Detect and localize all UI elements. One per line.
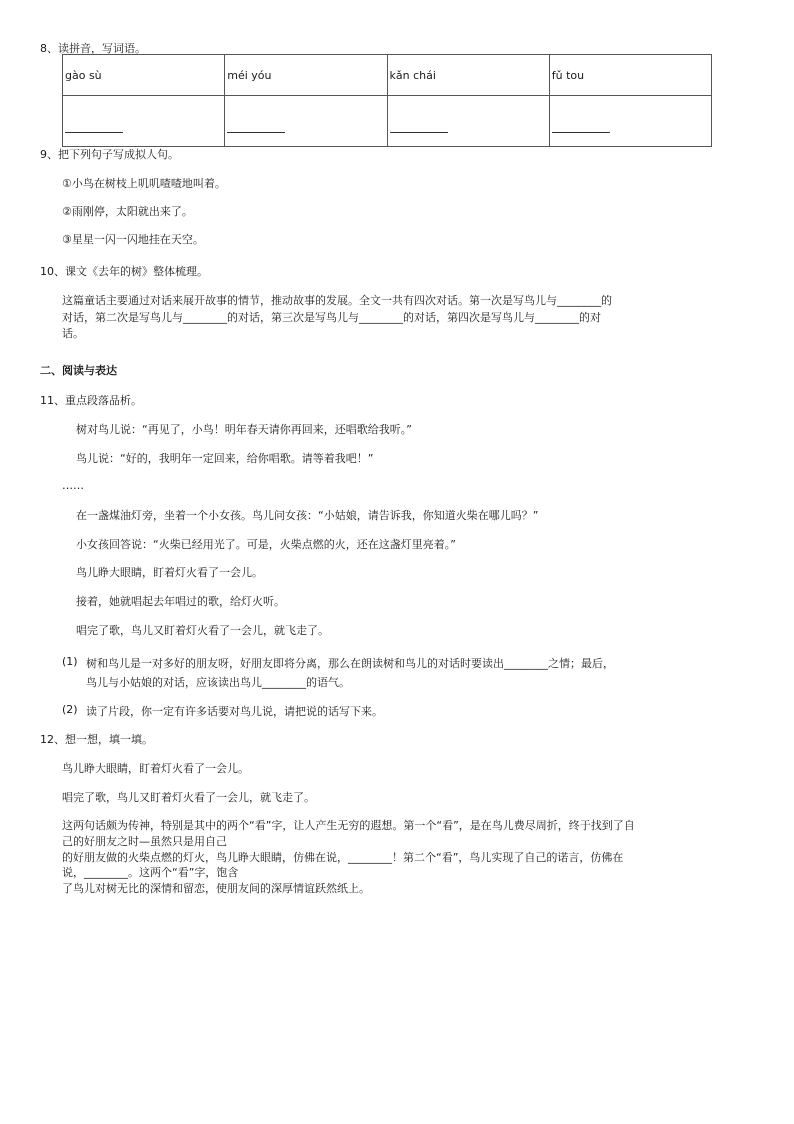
passage-line: 树对鸟儿说：“再见了，小鸟！明年春天请你再回来，还唱歌给我听。” bbox=[76, 423, 412, 436]
passage-ellipsis: …… bbox=[62, 479, 84, 492]
q9-item: ②雨刚停，太阳就出来了。 bbox=[62, 205, 193, 218]
pinyin-cell: gào sù bbox=[63, 55, 225, 96]
sub-question-text: 读了片段，你一定有许多话要对鸟儿说，请把说的话写下来。 bbox=[86, 705, 383, 718]
q10-title: 10、课文《去年的树》整体梳理。 bbox=[40, 265, 208, 278]
pinyin-cell: méi yóu bbox=[225, 55, 387, 96]
q12-para-line: 说，________。这两个“看”字，饱含 bbox=[62, 866, 239, 879]
q12-sentence: 唱完了歌，鸟儿又盯着灯火看了一会儿，就飞走了。 bbox=[62, 791, 315, 804]
passage-line: 在一盏煤油灯旁，坐着一个小女孩。鸟儿问女孩：“小姑娘，请告诉我，你知道火柴在哪儿吗？” bbox=[76, 509, 539, 522]
section-heading: 二、阅读与表达 bbox=[40, 364, 117, 377]
passage-line: 鸟儿睁大眼睛，盯着灯火看了一会儿。 bbox=[76, 566, 263, 579]
answer-blank[interactable] bbox=[65, 131, 123, 133]
answer-cell[interactable] bbox=[387, 96, 549, 147]
q9-item: ①小鸟在树枝上叽叽喳喳地叫着。 bbox=[62, 177, 226, 190]
pinyin-cell: kǎn chái bbox=[387, 55, 549, 96]
answer-blank[interactable] bbox=[390, 131, 448, 133]
q12-title: 12、想一想，填一填。 bbox=[40, 733, 153, 746]
q12-para-line: 己的好朋友之时—虽然只是用自己 bbox=[62, 835, 227, 848]
sub-question-text: 树和鸟儿是一对多好的朋友呀，好朋友即将分离，那么在朗读树和鸟儿的对话时要读出________之情；最后， bbox=[86, 657, 614, 670]
q10-text-line: 话。 bbox=[62, 327, 84, 340]
q12-para-line: 的好朋友做的火柴点燃的灯火，鸟儿睁大眼睛，仿佛在说，________！第二个“看”，鸟儿实现了自己的诺言，仿佛在 bbox=[62, 851, 624, 864]
answer-cell[interactable] bbox=[63, 96, 225, 147]
q9-item: ③星星一闪一闪地挂在天空。 bbox=[62, 233, 204, 246]
sub-question-text: 鸟儿与小姑娘的对话，应该读出鸟儿________的语气。 bbox=[86, 676, 350, 689]
passage-line: 小女孩回答说：“火柴已经用光了。可是，火柴点燃的火，还在这盏灯里亮着。” bbox=[76, 538, 456, 551]
passage-line: 唱完了歌，鸟儿又盯着灯火看了一会儿，就飞走了。 bbox=[76, 624, 329, 637]
pinyin-cell: fǔ tou bbox=[549, 55, 711, 96]
answer-cell[interactable] bbox=[549, 96, 711, 147]
q12-para-line: 这两句话颇为传神，特别是其中的两个“看”字，让人产生无穷的遐想。第一个“看”，是在鸟儿费尽周折，终于找到了自 bbox=[62, 819, 635, 832]
q9-title: 9、把下列句子写成拟人句。 bbox=[40, 148, 179, 161]
q10-text-line: 对话，第二次是写鸟儿与________的对话，第三次是写鸟儿与________的对话，第四次是写鸟儿与________的对 bbox=[62, 311, 601, 324]
q11-title: 11、重点段落品析。 bbox=[40, 394, 142, 407]
q8-title: 8、读拼音，写词语。 bbox=[40, 42, 146, 55]
answer-cell[interactable] bbox=[225, 96, 387, 147]
q10-text-line: 这篇童话主要通过对话来展开故事的情节，推动故事的发展。全文一共有四次对话。第一次是写鸟儿与________的 bbox=[62, 294, 612, 307]
pinyin-table bbox=[62, 54, 712, 147]
sub-question-number: (2) bbox=[62, 703, 78, 716]
passage-line: 接着，她就唱起去年唱过的歌，给灯火听。 bbox=[76, 595, 285, 608]
q12-para-line: 了鸟儿对树无比的深情和留恋，使朋友间的深厚情谊跃然纸上。 bbox=[62, 882, 370, 895]
passage-line: 鸟儿说：“好的，我明年一定回来，给你唱歌。请等着我吧！” bbox=[76, 452, 374, 465]
q12-sentence: 鸟儿睁大眼睛，盯着灯火看了一会儿。 bbox=[62, 762, 249, 775]
answer-blank[interactable] bbox=[552, 131, 610, 133]
answer-blank[interactable] bbox=[227, 131, 285, 133]
sub-question-number: (1) bbox=[62, 655, 78, 668]
